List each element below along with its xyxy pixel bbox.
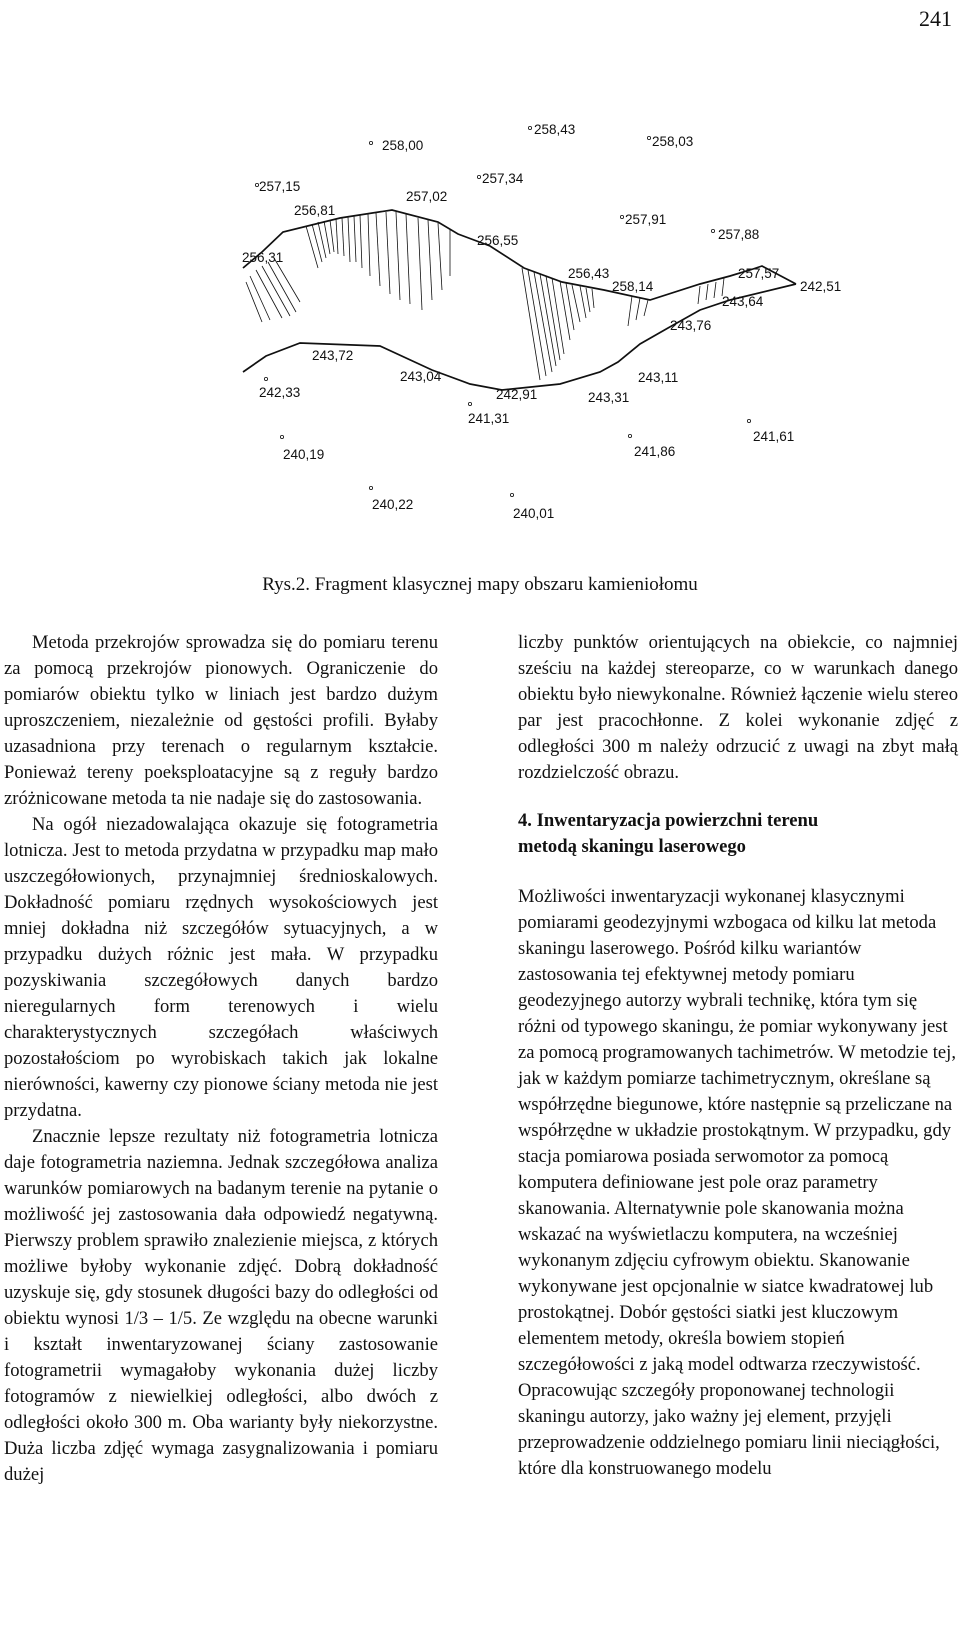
elevation-label: 243,04 <box>400 369 442 384</box>
elevation-label: 240,19 <box>283 447 325 462</box>
lower-edge-line <box>243 284 796 390</box>
elevation-label: 257,15 <box>259 179 301 194</box>
elevation-label: 256,81 <box>294 203 336 218</box>
paragraph: Na ogół niezadowalająca okazuje się fotogrametria lotnicza. Jest to metoda przydatna w przypadku map mało uszczegółowionych, przynajmniej średnioskalowych. Dokładność pomiaru rzędnych wysokościowych jest mniej dokładna niż szczegółów sytuacyjnych, a w przypadku dużych różnic jest mała. W przypadku pozyskiwania szczegółowych danych bardzo nieregularnych form terenowych i wielu charakterystycznych szczegółach właściwych pozostałościom po wyrobiskach takich jak lokalne nierówności, kawerny czy pionowe ściany metoda nie jest przydatna. <box>4 814 438 1121</box>
elevation-label: 241,61 <box>753 429 795 444</box>
section-heading-line: 4. Inwentaryzacja powierzchni terenu <box>518 810 819 831</box>
elevation-label: 243,31 <box>588 390 630 405</box>
left-column <box>4 630 438 1488</box>
quarry-contour-map <box>0 0 960 560</box>
elevation-label: 257,34 <box>482 171 524 186</box>
paragraph: liczby punktów orientujących na obiekcie, co najmniej sześciu na każdej stereoparze, co w warunkach danego obiektu było niewykonalne. Również łączenie wielu stereo par jest pracochłonne. Z kolei wykonanie zdjęć z odległości 300 m należy odrzucić z uwagi na zbyt małą rozdzielczość obrazu. <box>518 632 958 783</box>
elevation-label: 257,02 <box>406 189 448 204</box>
elevation-label: 257,88 <box>718 227 760 242</box>
elevation-label: 243,11 <box>638 370 679 385</box>
elevation-label: 258,00 <box>382 138 424 153</box>
elevation-label: 240,22 <box>372 497 414 512</box>
elevation-label: 257,91 <box>625 212 667 227</box>
elevation-label: 256,55 <box>477 233 519 248</box>
figure-caption: Rys.2. Fragment klasycznej mapy obszaru kamieniołomu <box>262 574 698 595</box>
elevation-label: 242,33 <box>259 385 301 400</box>
elevation-label: 243,64 <box>722 294 764 309</box>
paragraph: Możliwości inwentaryzacji wykonanej klasycznymi pomiarami geodezyjnymi wzbogaca od kilku lat metoda skaningu laserowego. Pośród kilku wariantów zastosowania tej efektywnej metody pomiaru geodezyjnego autorzy wybrali technikę, która tym się różni od typowego skaningu, że pomiar wykonywany jest za pomocą programowanych tachimetrów. W metodzie tej, jak w każdym pomiarze tachimetrycznym, określane są współrzędne biegunowe, które następnie są przeliczane na współrzędne w układzie prostokątnym. W przypadku, gdy stacja pomiarowa posiada serwomotor za pomocą komputera definiowane jest pole oraz parametry skanowania. Alternatywnie pole skanowania można wskazać na wyświetlaczu komputera, na wcześniej wykonanym zdjęciu cyfrowym obiektu. Skanowanie wykonywane jest opcjonalnie w siatce kwadratowej lub prostokątnej. Dobór gęstości siatki jest kluczowym elementem metody, określa bowiem stopień szczegółowości z jaką model odtwarza rzeczywistość. Opracowując szczegóły proponowanej technologii skaningu autorzy, jako ważny jej element, przyjęli przeprowadzenie oddzielnego pomiaru linii nieciągłości, które dla konstruowanego modelu <box>518 886 956 1479</box>
elevation-label: 257,57 <box>738 266 780 281</box>
elevation-label: 243,76 <box>670 318 712 333</box>
elevation-label: 242,51 <box>800 279 842 294</box>
section-heading <box>518 808 958 860</box>
paragraph: Znacznie lepsze rezultaty niż fotogrametria lotnicza daje fotogrametria naziemna. Jednak szczegółowa analiza warunków pomiarowych na badanym terenie na pytanie o możliwość jej zastosowania dała odpowiedź negatywną. Pierwszy problem sprawiło znalezienie miejsca, z których możliwe byłoby wykonanie zdjęć. Dobrą dokładność uzyskuje się, gdy stosunek długości bazy do odległości od obiektu wynosi 1/3 – 1/5. Ze względu na obecne warunki i kształt inwentaryzowanej ściany zastosowanie fotogrametrii wymagałoby wykonania dużej liczby fotogramów z niewielkiej odległości, albo dwóch z odległości około 300 m. Oba warianty były niekorzystne. Duża liczba zdjęć wymaga zasygnalizowania i pomiaru dużej <box>4 1126 438 1485</box>
elevation-label: 243,72 <box>312 348 354 363</box>
elevation-label: 241,31 <box>468 411 510 426</box>
page-number: 241 <box>919 6 952 31</box>
elevation-label: 258,03 <box>652 134 694 149</box>
upper-edge-line <box>243 210 796 300</box>
elevation-label: 241,86 <box>634 444 676 459</box>
right-column <box>518 630 958 1482</box>
elevation-label: 256,43 <box>568 266 610 281</box>
elevation-label: 240,01 <box>513 506 555 521</box>
elevation-label: 256,31 <box>242 250 284 265</box>
section-heading-line: metodą skaningu laserowego <box>518 836 746 857</box>
elevation-label: 258,14 <box>612 279 654 294</box>
paragraph: Metoda przekrojów sprowadza się do pomiaru terenu za pomocą przekrojów pionowych. Ograniczenie do pomiarów obiektu tylko w liniach jest bardzo dużym uproszczeniem, niezależnie od gęstości profili. Byłaby uzasadniona przy terenach o regularnym kształcie. Ponieważ tereny poeksploatacyjne są z reguły bardzo zróżnicowane metoda ta nie nadaje się do zastosowania. <box>4 632 438 809</box>
elevation-label: 258,43 <box>534 122 576 137</box>
elevation-label: 242,91 <box>496 387 538 402</box>
